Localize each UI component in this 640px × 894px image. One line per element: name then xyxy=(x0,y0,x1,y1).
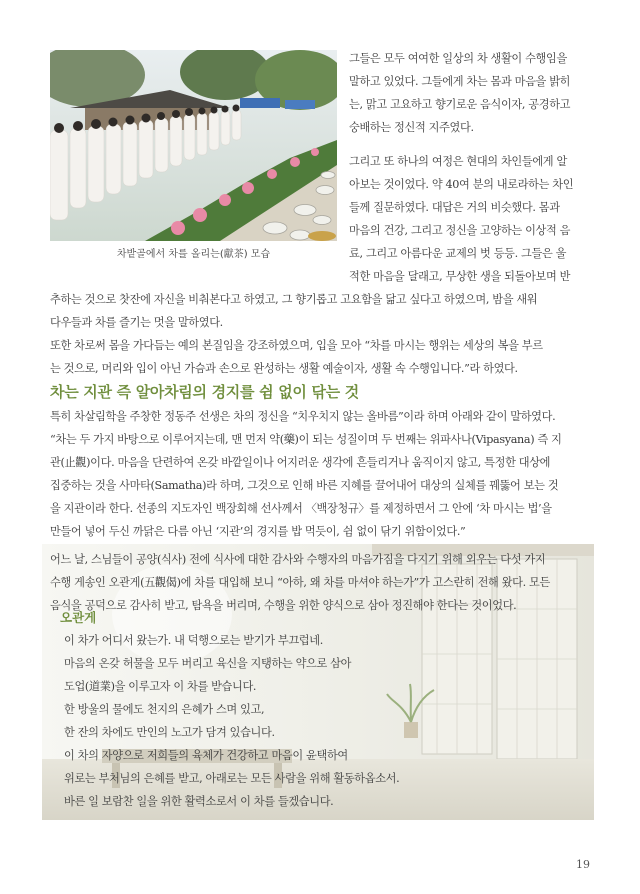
verse-line: 바른 일 보람찬 일을 위한 활력소로서 이 차를 들겠습니다. xyxy=(64,795,334,808)
text-line: 료, 그리고 아름다운 교제의 벗 등등. 그들은 울 xyxy=(349,247,567,260)
text-line: 숭배하는 정신적 지주였다. xyxy=(349,121,474,134)
text-line: 마음의 건강, 그리고 정신을 고양하는 이상적 음 xyxy=(349,224,571,237)
ogwan-title: 오관게 xyxy=(60,610,97,625)
text-line: 다우들과 차를 즐기는 멋을 말하였다. xyxy=(50,316,223,329)
text-line: 음식을 공덕으로 감사히 받고, 탐욕을 버리며, 수행을 위한 양식으로 삼아 정진해야 한다는 것이었다. xyxy=(50,599,517,612)
text-line: “차는 두 가지 바탕으로 이루어지는데, 맨 먼저 약(藥)이 되는 성질이며 두 번째는 위파사나(Vipasyana) 즉 지 xyxy=(50,433,562,446)
text-line: 아보는 것이었다. 약 40여 분의 내로라하는 차인 xyxy=(349,178,574,191)
text-line: 관(止觀)이다. 마음을 단련하여 온갖 바깥일이나 어지러운 생각에 흔들리거나 움직이지 않고, 특정한 대상에 xyxy=(50,456,551,469)
text-line: 수행 게송인 오관게(五觀偈)에 차를 대입해 보니 “아하, 왜 차를 마셔야 하는가”가 고스란히 전해 왔다. 모든 xyxy=(50,576,550,589)
text-line: 들께 질문하였다. 대답은 거의 비슷했다. 몸과 xyxy=(349,201,560,214)
intro-paragraph-1 xyxy=(349,47,599,139)
text-line: 는 것으로, 머리와 입이 아닌 가슴과 손으로 완성하는 생활 예술이자, 생활 속 수행입니다.”라 하였다. xyxy=(50,362,518,375)
tea-ceremony-photo xyxy=(50,50,337,241)
text-line: 적한 마음을 달래고, 무상한 생을 되돌아보며 반 xyxy=(349,270,571,283)
text-line: 집중하는 것을 사마타(Samatha)라 하며, 그것으로 인해 바른 지혜를 끌어내어 대상의 실체를 꿰뚫어 보는 것 xyxy=(50,479,559,492)
text-line: 만들어 넣어 두신 까닭은 다름 아닌 ‘지관’의 경지를 밥 먹듯이, 쉼 없이 닦기 위함이었다.” xyxy=(50,525,466,538)
story-paragraph xyxy=(50,548,600,617)
text-line: 말하고 있었다. 그들에게 차는 몸과 마음을 밝히 xyxy=(349,75,571,88)
tea-ceremony-illustration xyxy=(50,50,337,241)
intro-paragraph-2 xyxy=(349,150,599,288)
intro-paragraph-full xyxy=(50,288,600,380)
text-line: 을 지관이라 한다. 선종의 지도자인 백장회해 선사께서 〈백장청규〉를 제정하면서 그 안에 ‘차 마시는 법’을 xyxy=(50,502,552,515)
text-line: 그들은 모두 여여한 일상의 차 생활이 수행임을 xyxy=(349,52,567,65)
verse-line: 이 차가 어디서 왔는가. 내 덕행으로는 받기가 부끄럽네. xyxy=(64,634,323,647)
section-heading: 차는 지관 즉 알아차림의 경지를 쉼 없이 닦는 것 xyxy=(50,383,359,401)
verse-line: 도업(道業)을 이루고자 이 차를 받습니다. xyxy=(64,680,257,693)
ogwan-verse xyxy=(64,629,564,813)
page-number: 19 xyxy=(576,858,590,871)
verse-line: 이 차의 자양으로 저희들의 육체가 건강하고 마음이 윤택하여 xyxy=(64,749,348,762)
verse-line: 한 방울의 물에도 천지의 은혜가 스며 있고, xyxy=(64,703,265,716)
text-line: 어느 날, 스님들이 공양(식사) 전에 식사에 대한 감사와 수행자의 마음가짐을 다지기 위해 외우는 다섯 가지 xyxy=(50,553,546,566)
verse-line: 위로는 부처님의 은혜를 받고, 아래로는 모든 사람을 위해 활동하옵소서. xyxy=(64,772,400,785)
verse-line: 마음의 온갖 허물을 모두 버리고 육신을 지탱하는 약으로 삼아 xyxy=(64,657,352,670)
text-line: 특히 차살림학을 주창한 정동주 선생은 차의 정신을 “치우치지 않는 올바름”이라 하며 아래와 같이 말하였다. xyxy=(50,410,556,423)
photo-caption: 차밭골에서 차를 올리는(獻茶) 모습 xyxy=(116,249,271,260)
verse-line: 한 잔의 차에도 만인의 노고가 담겨 있습니다. xyxy=(64,726,275,739)
text-line: 추하는 것으로 찻잔에 자신을 비춰본다고 하였고, 그 향기롭고 고요함을 닮고 싶다고 하였으며, 밤을 새워 xyxy=(50,293,538,306)
text-line: 는, 맑고 고요하고 향기로운 음식이자, 공경하고 xyxy=(349,98,571,111)
text-line: 그리고 또 하나의 여정은 현대의 차인들에게 알 xyxy=(349,155,567,168)
text-line: 또한 차로써 몸을 가다듬는 예의 본질임을 강조하였으며, 입을 모아 “차를 마시는 행위는 세상의 복을 부르 xyxy=(50,339,543,352)
section-body xyxy=(50,405,600,543)
